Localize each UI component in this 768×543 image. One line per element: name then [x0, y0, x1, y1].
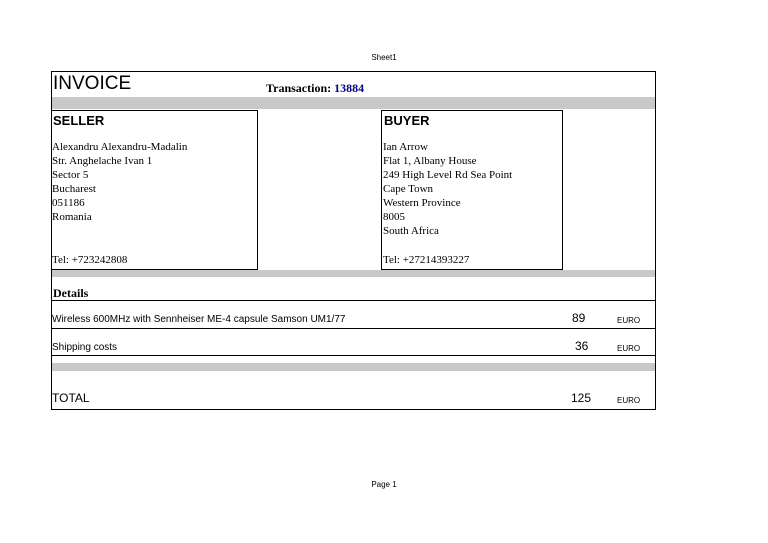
- transaction-label: Transaction:: [266, 81, 332, 95]
- band-below-parties: [52, 270, 655, 277]
- item-currency: EURO: [617, 344, 641, 353]
- buyer-address: [383, 140, 512, 238]
- invoice-title: INVOICE: [53, 73, 132, 94]
- buyer-province: Western Province: [383, 197, 461, 209]
- seller-street: Str. Anghelache Ivan 1: [52, 155, 153, 167]
- item-amount: 36: [575, 339, 589, 353]
- transaction-number: 13884: [334, 81, 365, 95]
- buyer-country: South Africa: [383, 225, 439, 237]
- total-label: TOTAL: [52, 391, 90, 405]
- buyer-street-2: 249 High Level Rd Sea Point: [383, 169, 513, 181]
- seller-name: Alexandru Alexandru-Madalin: [52, 141, 188, 153]
- buyer-heading: BUYER: [384, 113, 430, 128]
- page-footer: Page 1: [371, 480, 397, 489]
- buyer-tel: Tel: +27214393227: [383, 254, 470, 266]
- seller-sector: Sector 5: [52, 169, 89, 181]
- item-currency: EURO: [617, 316, 641, 325]
- buyer-postcode: 8005: [383, 211, 405, 223]
- item-amount: 89: [572, 311, 586, 325]
- item-divider: [52, 355, 655, 356]
- seller-city: Bucharest: [52, 183, 96, 195]
- item-description: Shipping costs: [52, 342, 118, 353]
- details-divider: [52, 300, 655, 301]
- seller-postcode: 051186: [52, 197, 85, 209]
- item-divider: [52, 328, 655, 329]
- transaction-line: [266, 81, 364, 96]
- buyer-name: Ian Arrow: [383, 141, 428, 153]
- seller-country: Romania: [52, 211, 92, 223]
- details-heading: Details: [53, 286, 89, 300]
- item-description: Wireless 600MHz with Sennheiser ME-4 capsule Samson UM1/77: [52, 314, 346, 325]
- buyer-street-1: Flat 1, Albany House: [383, 155, 477, 167]
- band-under-title: [52, 97, 655, 109]
- total-amount: 125: [571, 391, 592, 405]
- buyer-city: Cape Town: [383, 183, 434, 195]
- seller-tel: Tel: +723242808: [52, 254, 128, 266]
- seller-heading: SELLER: [53, 113, 105, 128]
- sheet-title: Sheet1: [371, 53, 397, 62]
- total-currency: EURO: [617, 396, 641, 405]
- band-before-total: [52, 363, 655, 371]
- seller-address: [52, 140, 187, 224]
